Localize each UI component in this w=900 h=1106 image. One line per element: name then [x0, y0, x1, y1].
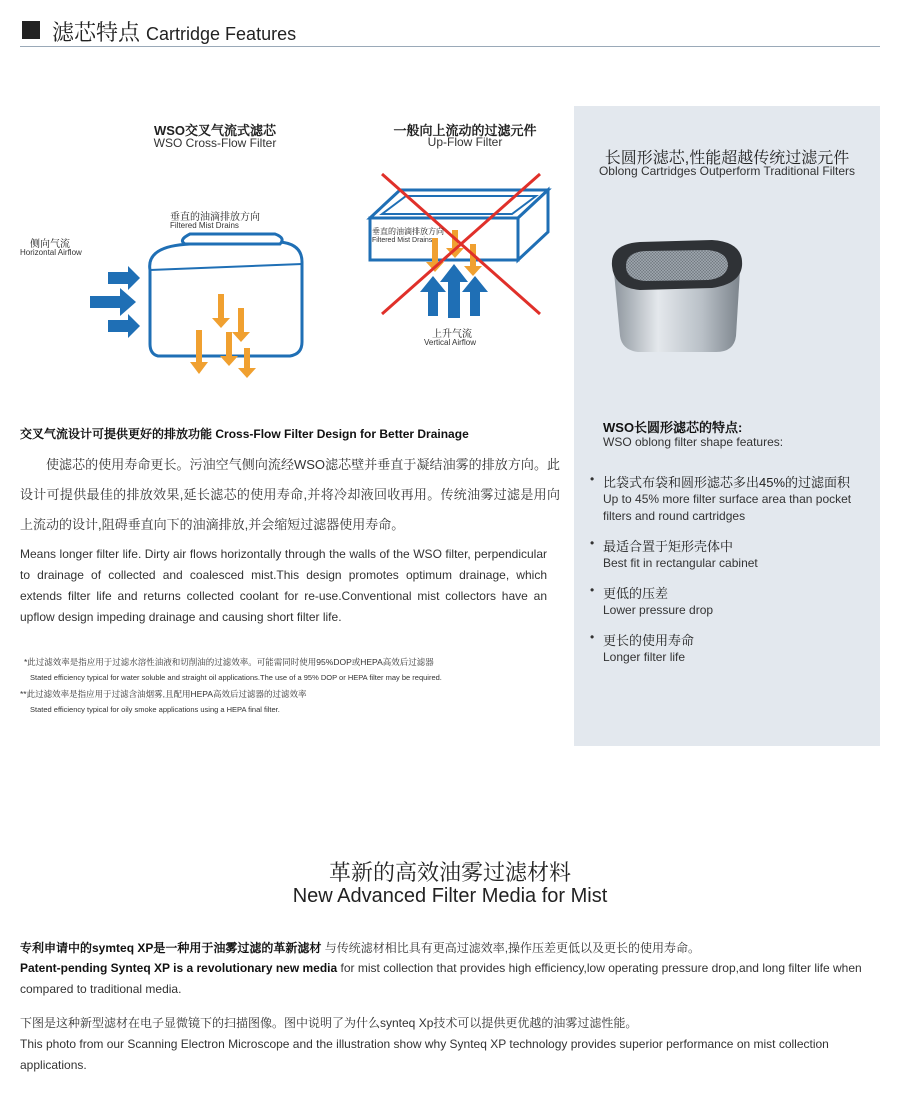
horizontal-airflow-arrow — [90, 288, 136, 316]
crossflow-paragraph-cn: 使滤芯的使用寿命更长。污油空气侧向流经WSO滤芯壁并垂直于凝结油雾的排放方向。此设计可提供最佳的排放效果,延长滤芯的使用寿命,并将冷却液回收再用。传统油雾过滤是用向上流动的设计,阻碍垂直向下的油滴排放,并会缩短过滤器使用寿命。 — [20, 457, 560, 532]
crossflow-drain-label-en: Filtered Mist Drains — [170, 221, 239, 230]
features-title-cn: WSO长圆形滤芯的特点: — [603, 420, 743, 435]
crossflow-filter-body — [150, 242, 302, 356]
horizontal-airflow-arrow — [108, 266, 140, 290]
horizontal-airflow-arrow — [108, 314, 140, 338]
media-p1-bold-cn: 专利申请中的symteq XP是一种用于油雾过滤的革新滤材 — [20, 941, 322, 955]
section-title-en: Cartridge Features — [146, 24, 297, 44]
feature-en: Lower pressure drop — [603, 603, 714, 617]
feature-cn: 最适合置于矩形壳体中 — [603, 539, 734, 554]
bullet-icon: • — [590, 472, 595, 486]
footnote-1-en: Stated efficiency typical for water soluble and straight oil applications.The use of a 95% DOP or HEPA filter may be required. — [30, 673, 442, 682]
upflow-diagram-title-cn: 一般向上流动的过滤元件 — [393, 123, 537, 138]
upflow-up-label-cn: 上升气流 — [432, 329, 472, 340]
bullet-icon: • — [590, 536, 595, 550]
section-title — [52, 16, 296, 47]
bullet-icon: • — [590, 583, 595, 597]
media-title-cn: 革新的高效油雾过滤材料 — [328, 860, 571, 885]
feature-en: Best fit in rectangular cabinet — [603, 556, 758, 570]
feature-cn: 更长的使用寿命 — [603, 633, 695, 648]
section-title-cn: 滤芯特点 — [52, 20, 141, 45]
footnote-2-en: Stated efficiency typical for oily smoke applications using a HEPA final filter. — [30, 705, 280, 714]
upflow-drain-label-cn: 垂直的油滴排放方向 — [372, 227, 444, 236]
crossflow-diagram-title-en: WSO Cross-Flow Filter — [153, 136, 277, 150]
media-paragraph-2-en: This photo from our Scanning Electron Microscope and the illustration show why Synteq XP technology provides superior performance on mist collection applications. — [20, 1037, 829, 1072]
media-paragraph-1-en — [20, 958, 880, 1000]
footnote-1-cn: *此过滤效率是指应用于过滤水溶性油液和切削油的过滤效率。可能需同时使用95%DOP或HEPA高效后过滤器 — [24, 657, 434, 667]
oblong-cartridge-photo — [600, 236, 750, 356]
footnote-2-cn: **此过滤效率是指应用于过滤含油烟雾,且配用HEPA高效后过滤器的过滤效率 — [20, 689, 307, 699]
header-square-icon — [22, 21, 40, 39]
crossflow-heading-en: Cross-Flow Filter Design for Better Drainage — [215, 427, 469, 441]
feature-en: Up to 45% more filter surface area than pocket filters and round cartridges — [603, 492, 852, 523]
media-p1-bold-en: Patent-pending Synteq XP is a revolutionary new media — [20, 961, 338, 975]
feature-item — [590, 536, 875, 572]
upflow-drain-label-en: Filtered Mist Drains — [372, 237, 433, 244]
media-paragraph-1-cn — [20, 938, 880, 959]
bullet-icon: • — [590, 630, 595, 644]
feature-item — [590, 583, 875, 619]
feature-cn: 更低的压差 — [603, 586, 669, 601]
crossflow-side-label-cn: 侧向气流 — [30, 239, 70, 250]
media-p1-rest-en: for mist collection that provides high efficiency,low operating pressure drop,and long filter life when compared to traditional media. — [20, 961, 862, 996]
crossflow-diagram-title-cn: WSO交叉气流式滤芯 — [153, 123, 277, 138]
media-paragraph-2-cn: 下图是这种新型滤材在电子显微镜下的扫描图像。图中说明了为什么synteq Xp技术可以提供更优越的油雾过滤性能。 — [20, 1016, 638, 1030]
crossflow-filter-opening — [182, 234, 282, 244]
crossflow-drain-label-cn: 垂直的油滴排放方向 — [170, 212, 260, 223]
crossflow-heading — [20, 425, 469, 442]
media-title-en: New Advanced Filter Media for Mist — [292, 885, 608, 907]
header-divider — [20, 46, 880, 47]
feature-item — [590, 630, 875, 666]
side-title-cn: 长圆形滤芯,性能超越传统过滤元件 — [604, 150, 850, 167]
upflow-diagram-title-en: Up-Flow Filter — [427, 135, 503, 149]
upflow-up-label-en: Vertical Airflow — [424, 338, 477, 347]
crossflow-paragraph-en: Means longer filter life. Dirty air flows horizontally through the walls of the WSO filter, perpendicular to drainage of collected and coalesced mist.This design promotes optimum drainage, which extends filter life and returns collected coolant for re-use.Conventional mist collectors have an upflow design impeding drainage and causing short filter life. — [20, 547, 547, 624]
cartridge-mesh — [626, 250, 728, 281]
upflow-filter-illustration — [360, 168, 560, 348]
features-title-en: WSO oblong filter shape features: — [603, 435, 784, 449]
media-p1-rest-cn: 与传统滤材相比具有更高过滤效率,操作压差更低以及更长的使用寿命。 — [324, 941, 701, 955]
feature-en: Longer filter life — [603, 650, 686, 664]
feature-cn: 比袋式布袋和圆形滤芯多出45%的过滤面积 — [603, 475, 851, 490]
feature-item — [590, 472, 875, 525]
side-title-en: Oblong Cartridges Outperform Traditional Filters — [598, 164, 856, 178]
crossflow-heading-cn: 交叉气流设计可提供更好的排放功能 — [20, 427, 213, 441]
crossflow-filter-illustration — [80, 222, 320, 382]
crossflow-side-label-en: Horizontal Airflow — [20, 248, 82, 257]
